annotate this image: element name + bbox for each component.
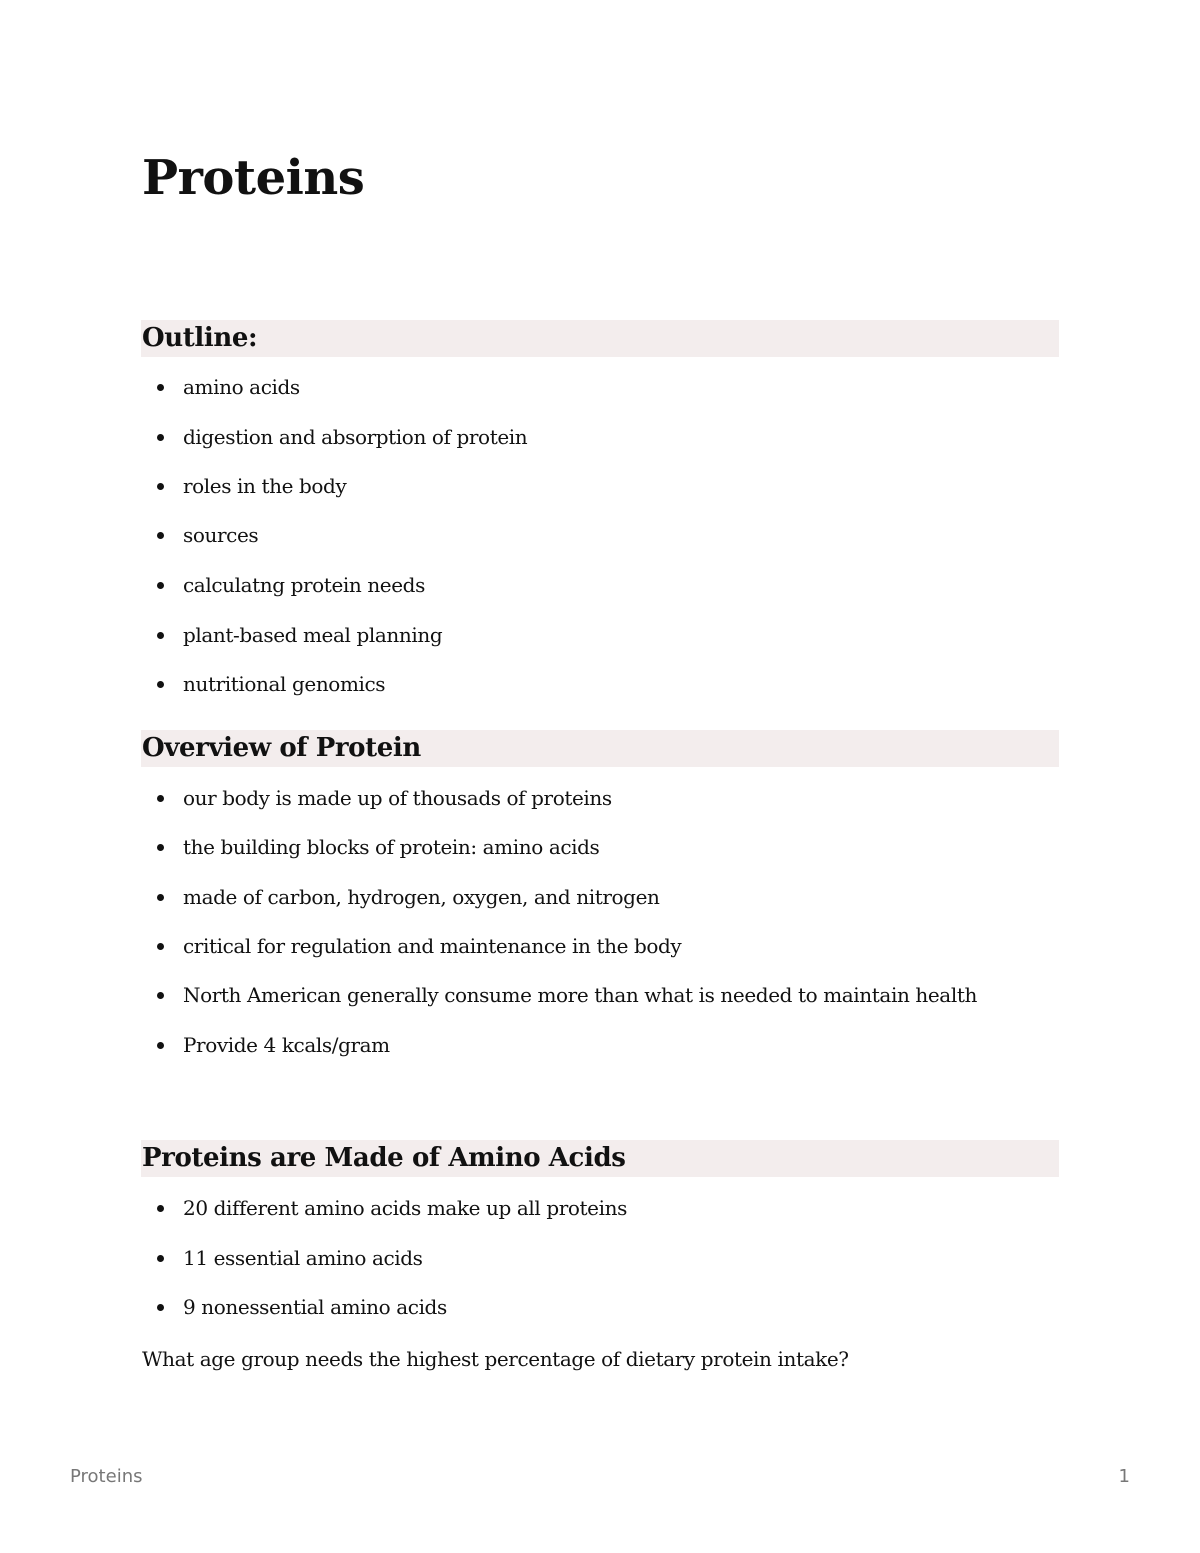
outline-heading: Outline: — [141, 320, 1059, 357]
page-number: 1 — [1118, 1466, 1130, 1487]
bullet-icon — [157, 943, 164, 950]
list-item: 20 different amino acids make up all proteins — [157, 1193, 627, 1223]
amino-acids-heading: Proteins are Made of Amino Acids — [141, 1140, 1059, 1177]
list-item: made of carbon, hydrogen, oxygen, and nitrogen — [157, 882, 659, 912]
bullet-icon — [157, 1205, 164, 1212]
question-text: What age group needs the highest percentage of dietary protein intake? — [142, 1347, 849, 1371]
list-item: our body is made up of thousads of proteins — [157, 783, 612, 813]
page-title: Proteins — [142, 150, 365, 206]
list-item: the building blocks of protein: amino acids — [157, 832, 599, 862]
list-item: critical for regulation and maintenance in the body — [157, 931, 681, 961]
list-item: roles in the body — [157, 471, 346, 501]
footer-title: Proteins — [70, 1466, 143, 1487]
bullet-icon — [157, 434, 164, 441]
list-item: Provide 4 kcals/gram — [157, 1030, 390, 1060]
bullet-icon — [157, 384, 164, 391]
bullet-icon — [157, 992, 164, 999]
bullet-icon — [157, 795, 164, 802]
list-item: sources — [157, 520, 258, 550]
bullet-icon — [157, 844, 164, 851]
list-item: plant-based meal planning — [157, 620, 442, 650]
bullet-icon — [157, 483, 164, 490]
bullet-icon — [157, 582, 164, 589]
bullet-icon — [157, 681, 164, 688]
list-item: nutritional genomics — [157, 669, 385, 699]
bullet-icon — [157, 1255, 164, 1262]
overview-heading: Overview of Protein — [141, 730, 1059, 767]
bullet-icon — [157, 532, 164, 539]
list-item: digestion and absorption of protein — [157, 422, 527, 452]
list-item: amino acids — [157, 372, 300, 402]
list-item: 9 nonessential amino acids — [157, 1292, 447, 1322]
list-item: calculatng protein needs — [157, 570, 425, 600]
bullet-icon — [157, 1042, 164, 1049]
list-item: North American generally consume more than what is needed to maintain health — [157, 980, 977, 1010]
list-item: 11 essential amino acids — [157, 1243, 423, 1273]
bullet-icon — [157, 632, 164, 639]
bullet-icon — [157, 894, 164, 901]
bullet-icon — [157, 1304, 164, 1311]
